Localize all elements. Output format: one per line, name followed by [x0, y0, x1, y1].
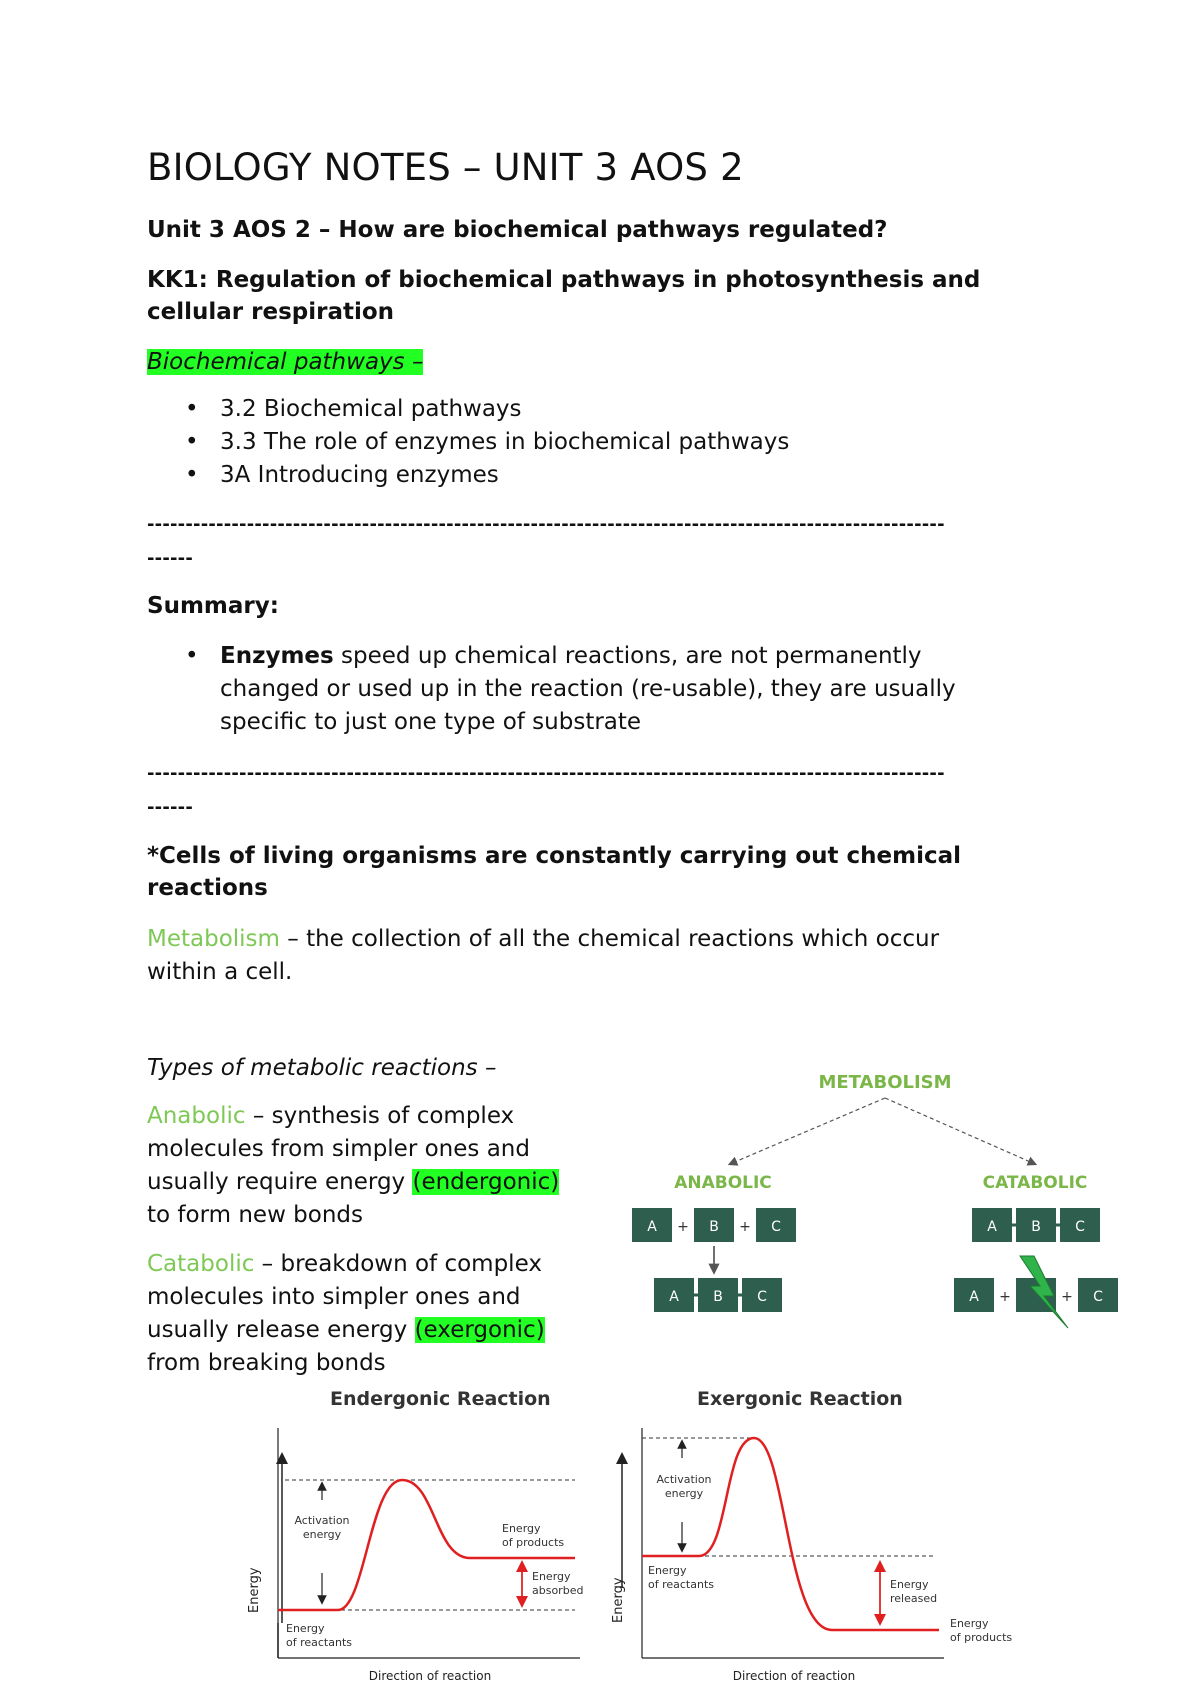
- arrow-to-catabolic: [885, 1098, 1035, 1164]
- box-c-label: C: [1075, 1219, 1085, 1235]
- activation-label-2: energy: [664, 1487, 704, 1500]
- exergonic-title-wrap: [697, 1388, 903, 1410]
- box-a-label: A: [987, 1219, 997, 1235]
- metabolism-term: Metabolism: [147, 926, 280, 952]
- reactants-label-2: of reactants: [286, 1636, 353, 1649]
- anabolic-term: Anabolic: [147, 1103, 246, 1129]
- endergonic-title-wrap: [330, 1388, 551, 1410]
- list-item: • 3A Introducing enzymes: [147, 459, 1047, 492]
- metabolism-def-1: – the collection of all the chemical reactions which occur: [279, 926, 940, 952]
- products-label-2: of products: [502, 1536, 565, 1549]
- catabolic-definition: [147, 1248, 617, 1380]
- divider: [147, 757, 1067, 825]
- box-b-label: B: [709, 1219, 719, 1235]
- catabolic-line3: usually release energy: [147, 1317, 415, 1343]
- reactants-label-1: Energy: [286, 1622, 325, 1635]
- metabolism-definition: [147, 923, 939, 989]
- cells-line1: *Cells of living organisms are constantly carrying out chemical: [147, 843, 961, 869]
- reading-list: [147, 393, 1047, 492]
- metabolism-title: METABOLISM: [818, 1072, 952, 1093]
- x-axis-label: Direction of reaction: [368, 1669, 492, 1683]
- plus-sign: +: [739, 1219, 751, 1235]
- anabolic-label: ANABOLIC: [674, 1173, 772, 1193]
- box-c-label: C: [1093, 1289, 1103, 1305]
- activation-label-1: Activation: [656, 1473, 712, 1486]
- absorbed-label-2: absorbed: [532, 1584, 584, 1597]
- endergonic-diagram: [240, 1418, 590, 1688]
- products-label-1: Energy: [950, 1617, 989, 1630]
- products-label-1: Energy: [502, 1522, 541, 1535]
- x-axis-label: Direction of reaction: [732, 1669, 856, 1683]
- exergonic-title: Exergonic Reaction: [697, 1388, 903, 1410]
- kk1-heading-line2: cellular respiration: [147, 299, 395, 325]
- catabolic-label: CATABOLIC: [982, 1173, 1088, 1193]
- divider-line1: --------------------------------------------------------------------------------------------------------: [147, 763, 945, 784]
- metabolism-def-2: within a cell.: [147, 959, 293, 985]
- box-c-label: C: [771, 1219, 781, 1235]
- summary-item: [147, 640, 1067, 739]
- anabolic-definition: [147, 1100, 617, 1232]
- types-label: Types of metabolic reactions –: [147, 1055, 497, 1081]
- box-a-label: A: [647, 1219, 657, 1235]
- box-b-label: B: [713, 1289, 723, 1305]
- summary-text-2: changed or used up in the reaction (re-usable), they are usually: [220, 676, 956, 702]
- activation-label-2: energy: [302, 1528, 342, 1541]
- reactants-label-2: of reactants: [648, 1578, 715, 1591]
- divider-line2: ------: [147, 548, 194, 569]
- list-item: • 3.3 The role of enzymes in biochemical pathways: [147, 426, 1047, 459]
- list-item: • 3.2 Biochemical pathways: [147, 393, 1047, 426]
- catabolic-line2: molecules into simpler ones and: [147, 1284, 521, 1310]
- page-title: BIOLOGY NOTES – UNIT 3 AOS 2: [147, 146, 744, 189]
- cells-statement: [147, 840, 961, 904]
- reactants-label-1: Energy: [648, 1564, 687, 1577]
- cells-line2: reactions: [147, 875, 268, 901]
- summary-text-1: speed up chemical reactions, are not permanently: [333, 643, 922, 669]
- section-label: [147, 346, 423, 379]
- divider-line1: --------------------------------------------------------------------------------------------------------: [147, 514, 945, 535]
- plus-sign: +: [1061, 1289, 1073, 1305]
- exergonic-diagram: [604, 1418, 1024, 1688]
- kk1-heading: [147, 264, 980, 328]
- released-label-1: Energy: [890, 1578, 929, 1591]
- kk1-heading-line1: KK1: Regulation of biochemical pathways in photosynthesis and: [147, 267, 981, 293]
- unit-subtitle: Unit 3 AOS 2 – How are biochemical pathways regulated?: [147, 217, 888, 243]
- metabolism-diagram: [620, 1060, 1140, 1340]
- plus-sign: +: [999, 1289, 1011, 1305]
- summary-label: Summary:: [147, 593, 279, 619]
- absorbed-label-1: Energy: [532, 1570, 571, 1583]
- summary-term: Enzymes: [220, 643, 334, 669]
- summary-text-3: specific to just one type of substrate: [220, 709, 642, 735]
- anabolic-line1: – synthesis of complex: [245, 1103, 515, 1129]
- products-label-2: of products: [950, 1631, 1013, 1644]
- exergonic-highlight: (exergonic): [414, 1317, 545, 1343]
- catabolic-term: Catabolic: [147, 1251, 255, 1277]
- y-axis-label: Energy: [247, 1567, 262, 1613]
- endergonic-title: Endergonic Reaction: [330, 1388, 551, 1410]
- y-axis-label: Energy: [611, 1577, 626, 1623]
- anabolic-line2: molecules from simpler ones and: [147, 1136, 530, 1162]
- arrow-to-anabolic: [730, 1098, 885, 1164]
- anabolic-line3: usually require energy: [147, 1169, 413, 1195]
- endergonic-highlight: (endergonic): [412, 1169, 560, 1195]
- summary-list: [147, 640, 1067, 739]
- box-a-label: A: [669, 1289, 679, 1305]
- divider: [147, 508, 1067, 576]
- catabolic-line4: from breaking bonds: [147, 1350, 386, 1376]
- section-label-text: Biochemical pathways –: [147, 349, 424, 375]
- box-b-label: B: [1031, 1219, 1041, 1235]
- box-c-label: C: [757, 1289, 767, 1305]
- catabolic-line1: – breakdown of complex: [254, 1251, 542, 1277]
- divider-line2: ------: [147, 797, 194, 818]
- plus-sign: +: [677, 1219, 689, 1235]
- released-label-2: released: [890, 1592, 938, 1605]
- anabolic-line4: to form new bonds: [147, 1202, 364, 1228]
- box-a-label: A: [969, 1289, 979, 1305]
- activation-label-1: Activation: [294, 1514, 350, 1527]
